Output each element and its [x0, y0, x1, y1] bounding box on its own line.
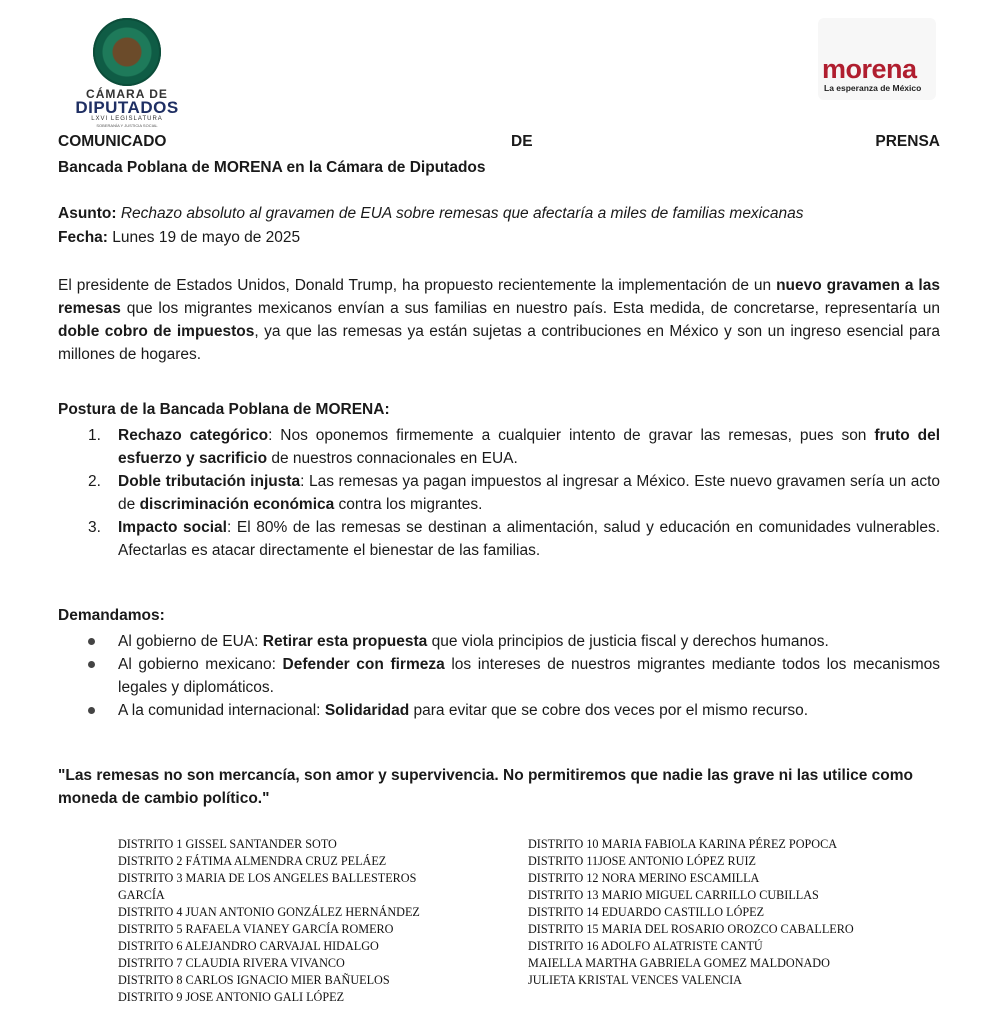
- signatures-left: [118, 836, 420, 1006]
- demandas-title: Demandamos:: [58, 607, 165, 624]
- item-text: A la comunidad internacional:: [118, 702, 325, 719]
- asunto-label: Asunto:: [58, 205, 117, 222]
- intro-text-3: , ya que las remesas ya están sujetas a contribuciones en México y son un ingreso esencial para millones de hogares.: [58, 323, 940, 363]
- logo-line-1: CÁMARA DE: [86, 87, 168, 101]
- heading-word-de: DE: [511, 133, 533, 150]
- list-number: 1.: [88, 427, 101, 444]
- signature-line: DISTRITO 7 CLAUDIA RIVERA VIVANCO: [118, 956, 345, 970]
- item-text: Al gobierno mexicano:: [118, 656, 283, 673]
- list-item: [58, 424, 940, 470]
- item-bold-2: fruto del esfuerzo y sacrificio: [118, 427, 940, 467]
- item-bold: Retirar esta propuesta: [262, 633, 428, 650]
- list-number: 3.: [88, 519, 101, 536]
- item-bold: Doble tributación injusta: [118, 473, 301, 490]
- list-item: [58, 699, 940, 722]
- signature-line: DISTRITO 3 MARIA DE LOS ANGELES BALLESTEROS: [118, 871, 417, 885]
- item-bold: Impacto social: [118, 519, 227, 536]
- heading-word-comunicado: COMUNICADO: [58, 133, 167, 150]
- intro-text-2: que los migrantes mexicanos envían a sus familias en nuestro país. Esta medida, de concretarse, representaría un: [120, 300, 940, 317]
- item-text: : El 80% de las remesas se destinan a alimentación, salud y educación en comunidades vulnerables. Afectarlas es atacar directamente el bienestar de las familias.: [118, 519, 940, 559]
- fecha-line: [58, 226, 300, 249]
- item-text-2: contra los migrantes.: [334, 496, 483, 513]
- bullet-icon: [88, 707, 95, 714]
- list-number: 2.: [88, 473, 101, 490]
- intro-text-1: El presidente de Estados Unidos, Donald Trump, ha propuesto recientemente la implementación de un: [58, 277, 777, 294]
- signature-line: GARCÍA: [118, 888, 165, 902]
- chamber-seal-icon: [93, 18, 161, 86]
- signature-line: DISTRITO 16 ADOLFO ALATRISTE CANTÚ: [528, 939, 763, 953]
- signature-line: DISTRITO 13 MARIO MIGUEL CARRILLO CUBILLAS: [528, 888, 819, 902]
- item-bold-2: discriminación económica: [139, 496, 335, 513]
- morena-logo: [818, 18, 936, 100]
- bullet-icon: [88, 638, 95, 645]
- signature-line: DISTRITO 6 ALEJANDRO CARVAJAL HIDALGO: [118, 939, 379, 953]
- item-text-2: para evitar que se cobre dos veces por el mismo recurso.: [409, 702, 809, 719]
- bullet-icon: [88, 661, 95, 668]
- signature-line: DISTRITO 12 NORA MERINO ESCAMILLA: [528, 871, 760, 885]
- morena-wordmark: morena: [822, 54, 917, 84]
- fecha-text: Lunes 19 de mayo de 2025: [112, 229, 301, 246]
- signature-line: DISTRITO 11JOSE ANTONIO LÓPEZ RUIZ: [528, 854, 756, 868]
- signature-line: JULIETA KRISTAL VENCES VALENCIA: [528, 973, 742, 987]
- signature-line: DISTRITO 14 EDUARDO CASTILLO LÓPEZ: [528, 905, 765, 919]
- postura-list: [58, 424, 940, 562]
- intro-paragraph: [58, 274, 940, 366]
- logo-line-3: LXVI LEGISLATURA: [91, 116, 163, 122]
- signature-line: DISTRITO 4 JUAN ANTONIO GONZÁLEZ HERNÁNDEZ: [118, 905, 420, 919]
- list-item: [58, 630, 940, 653]
- item-bold: Defender con firmeza: [282, 656, 445, 673]
- closing-quote: "Las remesas no son mercancía, son amor y supervivencia. No permitiremos que nadie las grave ni las utilice como moneda de cambio político.": [58, 767, 914, 807]
- item-text: : Las remesas ya pagan impuestos al ingresar a México. Este nuevo gravamen sería un acto de: [118, 473, 940, 513]
- fecha-label: Fecha:: [58, 229, 108, 246]
- item-text: : Nos oponemos firmemente a cualquier intento de gravar las remesas, pues son: [268, 427, 875, 444]
- item-bold: Rechazo categórico: [118, 427, 269, 444]
- item-text: Al gobierno de EUA:: [118, 633, 263, 650]
- camara-de-diputados-logo: [72, 18, 182, 128]
- signatures-right: [528, 836, 854, 989]
- asunto-line: [58, 202, 804, 225]
- morena-tagline: La esperanza de México: [824, 83, 922, 93]
- item-bold: Solidaridad: [324, 702, 410, 719]
- document-subtitle: Bancada Poblana de MORENA en la Cámara de Diputados: [58, 159, 486, 176]
- signature-line: DISTRITO 9 JOSE ANTONIO GALI LÓPEZ: [118, 990, 345, 1004]
- press-release-heading: [58, 133, 940, 155]
- asunto-text: Rechazo absoluto al gravamen de EUA sobre remesas que afectaría a miles de familias mexicanas: [120, 205, 804, 222]
- item-text-2: que viola principios de justicia fiscal y derechos humanos.: [427, 633, 829, 650]
- signature-line: DISTRITO 1 GISSEL SANTANDER SOTO: [118, 837, 337, 851]
- signature-line: DISTRITO 15 MARIA DEL ROSARIO OROZCO CABALLERO: [528, 922, 854, 936]
- signature-line: DISTRITO 8 CARLOS IGNACIO MIER BAÑUELOS: [118, 973, 390, 987]
- item-text-2: los intereses de nuestros migrantes mediante todos los mecanismos legales y diplomáticos.: [118, 656, 940, 696]
- logo-line-2: DIPUTADOS: [75, 98, 179, 117]
- intro-bold-2: doble cobro de impuestos: [58, 323, 255, 340]
- list-item: [58, 470, 940, 516]
- item-text-2: de nuestros connacionales en EUA.: [267, 450, 518, 467]
- signature-line: DISTRITO 5 RAFAELA VIANEY GARCÍA ROMERO: [118, 922, 394, 936]
- demandas-list: [58, 630, 940, 722]
- signature-line: DISTRITO 10 MARIA FABIOLA KARINA PÉREZ POPOCA: [528, 837, 838, 851]
- signature-line: DISTRITO 2 FÁTIMA ALMENDRA CRUZ PELÁEZ: [118, 854, 387, 868]
- list-item: [58, 653, 940, 699]
- signature-line: MAIELLA MARTHA GABRIELA GOMEZ MALDONADO: [528, 956, 830, 970]
- logo-line-4: SOBERANÍA Y JUSTICIA SOCIAL: [96, 123, 158, 128]
- intro-bold-1: nuevo gravamen a las remesas: [58, 277, 940, 317]
- postura-title: Postura de la Bancada Poblana de MORENA:: [58, 401, 390, 418]
- heading-word-prensa: PRENSA: [875, 133, 940, 150]
- list-item: [58, 516, 940, 562]
